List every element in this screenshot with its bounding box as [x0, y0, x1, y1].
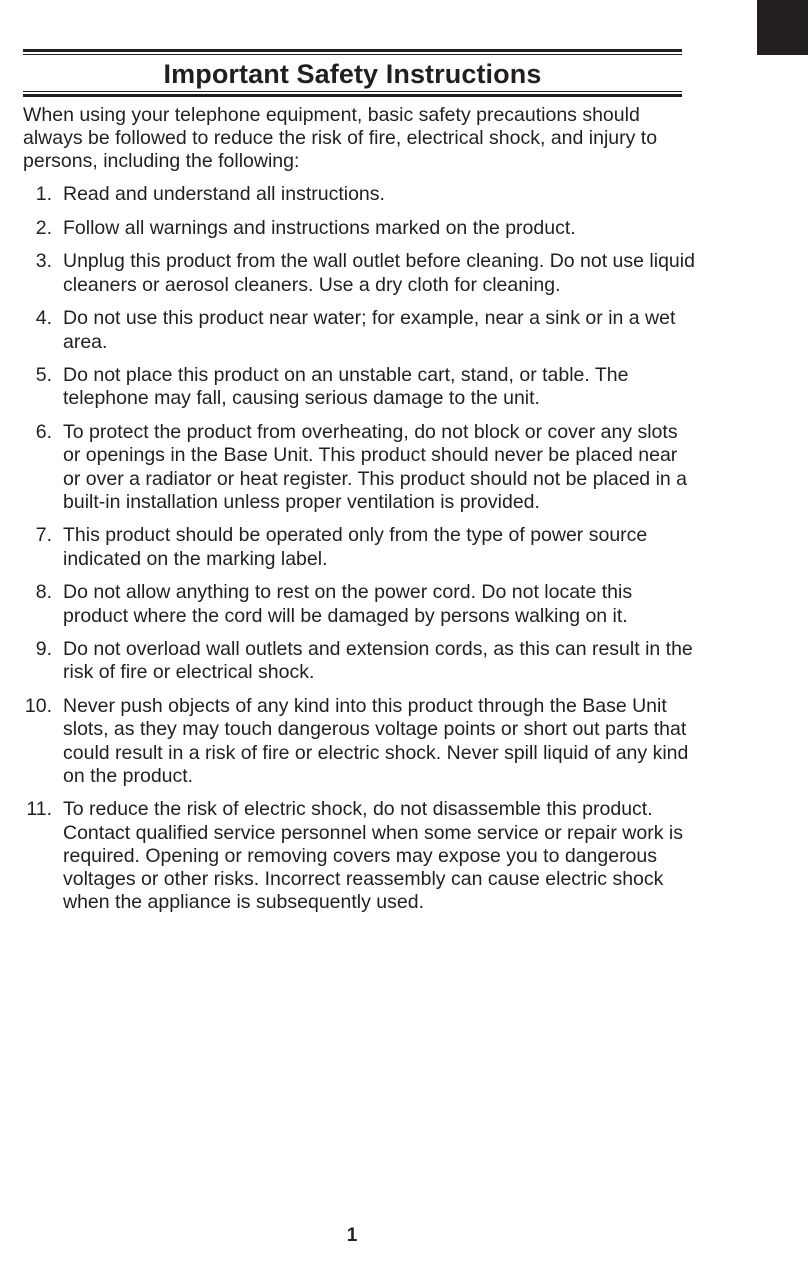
list-item: [0, 364, 700, 410]
list-item: [0, 581, 700, 627]
item-number: 6.: [35, 421, 52, 444]
item-number: 4.: [35, 307, 52, 330]
item-text: Unplug this product from the wall outlet before cleaning. Do not use liquid cleaners or aerosol cleaners. Use a dry cloth for cleaning.: [63, 250, 695, 296]
item-number: 2.: [35, 216, 52, 239]
title-rule-bottom: [23, 91, 682, 97]
list-item: [0, 695, 700, 788]
item-number: 3.: [35, 250, 52, 273]
item-number: 8.: [35, 581, 52, 604]
safety-instructions-list: [0, 183, 700, 925]
list-item: [0, 638, 700, 684]
title-rule-top: [23, 49, 682, 55]
item-number: 10.: [24, 695, 52, 718]
item-text: Follow all warnings and instructions marked on the product.: [63, 216, 576, 239]
intro-paragraph: When using your telephone equipment, basic safety precautions should always be followed to reduce the risk of fire, electrical shock, and injury to persons, including the following:: [23, 104, 658, 173]
item-text: Never push objects of any kind into this product through the Base Unit slots, as they may touch dangerous voltage points or short out parts that could result in a risk of fire or electric shock. Never spill liquid of any kind on the product.: [63, 695, 689, 787]
list-item: [0, 524, 700, 570]
item-text: Do not place this product on an unstable cart, stand, or table. The telephone may fall, causing serious damage to the unit.: [63, 364, 629, 410]
item-text: Do not allow anything to rest on the power cord. Do not locate this product where the cord will be damaged by persons walking on it.: [63, 581, 633, 627]
page-number: 1: [346, 1225, 358, 1246]
item-number: 5.: [35, 364, 52, 387]
item-text: To protect the product from overheating, do not block or cover any slots or openings in the Base Unit. This product should never be placed near or over a radiator or heat register. This product should not be placed in a built-in installation unless proper ventilation is provided.: [63, 421, 688, 513]
list-item: [0, 250, 700, 296]
item-text: Do not use this product near water; for example, near a sink or in a wet area.: [63, 307, 676, 353]
item-number: 7.: [35, 524, 52, 547]
item-number: 11.: [26, 798, 52, 821]
list-item: [0, 217, 700, 240]
item-number: 9.: [35, 638, 52, 661]
page-title: Important Safety Instructions: [163, 59, 542, 89]
item-text: This product should be operated only from the type of power source indicated on the marking label.: [63, 524, 648, 570]
list-item: [0, 183, 700, 206]
item-text: Read and understand all instructions.: [63, 183, 385, 205]
list-item: [0, 307, 700, 353]
section-edge-tab: [757, 0, 808, 55]
item-text: Do not overload wall outlets and extension cords, as this can result in the risk of fire or electrical shock.: [63, 638, 693, 684]
list-item: [0, 421, 700, 514]
item-text: To reduce the risk of electric shock, do not disassemble this product. Contact qualified service personnel when some service or repair work is required. Opening or removing covers may expose you to dangerous voltages or other risks. Incorrect reassembly can cause electric shock when the appliance is subsequently used.: [63, 798, 683, 914]
item-number: 1.: [35, 183, 52, 205]
list-item: [0, 798, 700, 914]
